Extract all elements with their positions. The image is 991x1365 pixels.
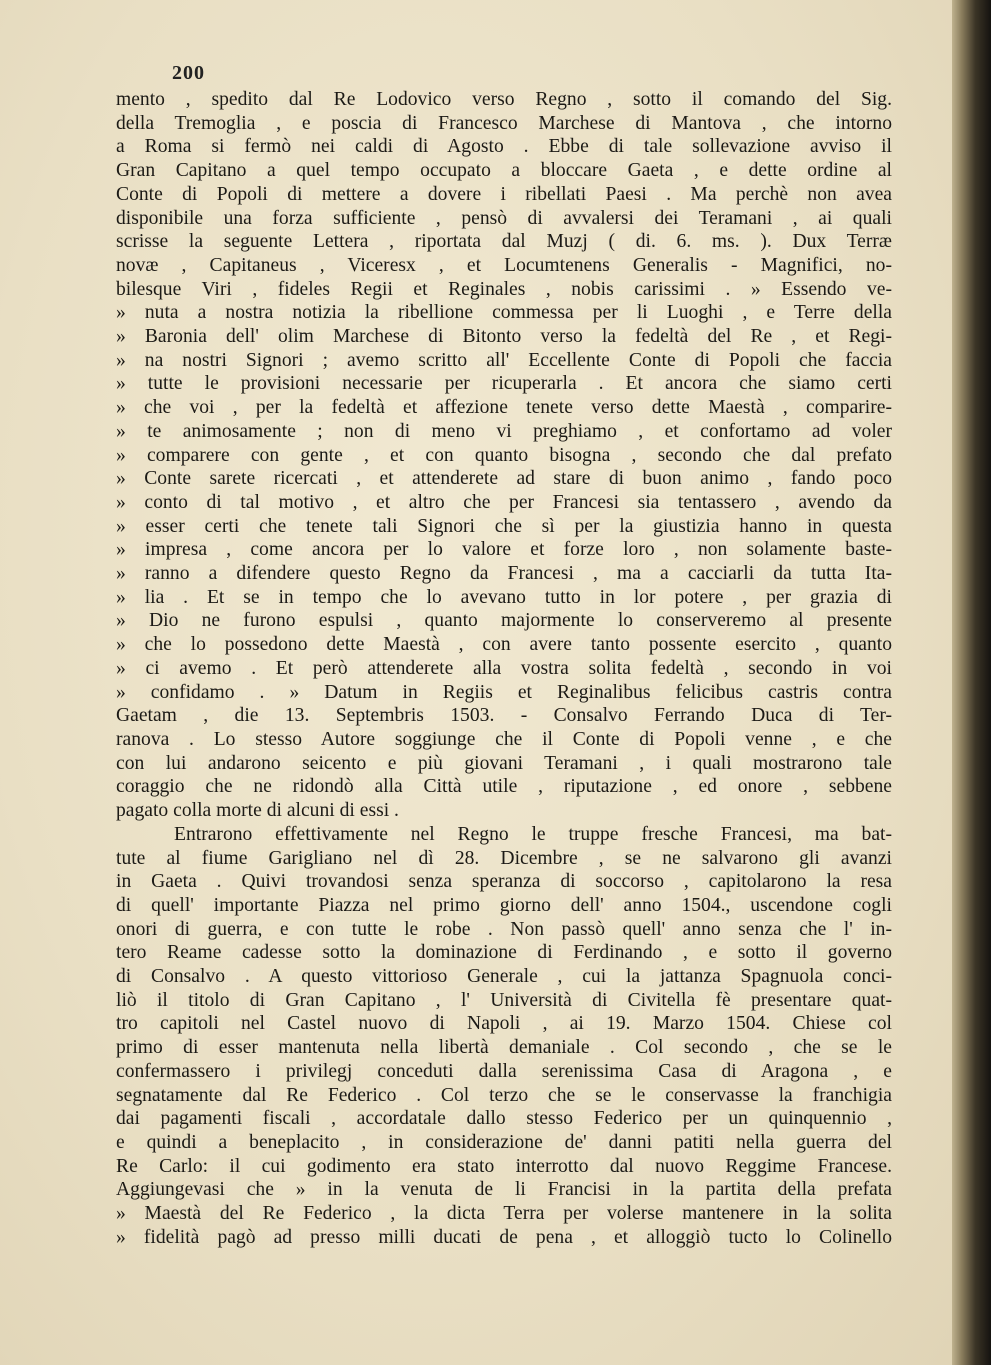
text-line: » conto di tal motivo , et altro che per Francesi sia tentassero , avendo da — [116, 491, 892, 513]
text-line: » ci avemo . Et però attenderete alla vostra solita fedeltà , secondo in voi — [116, 657, 892, 679]
text-line: liò il titolo di Gran Capitano , l' Università di Civitella fè presentare quat- — [116, 989, 892, 1011]
text-line: con lui andarono seicento e più giovani Teramani , i quali mostrarono tale — [116, 752, 892, 774]
text-line: Re Carlo: il cui godimento era stato interrotto dal nuovo Reggime Francese. — [116, 1155, 892, 1177]
text-line: novæ , Capitaneus , Viceresx , et Locumtenens Generalis - Magnifici, no- — [116, 254, 892, 276]
text-line: Gran Capitano a quel tempo occupato a bloccare Gaeta , e dette ordine al — [116, 160, 892, 182]
text-line: » lia . Et se in tempo che lo avevano tutto in lor potere , per grazia di — [116, 586, 892, 608]
text-line: di quell' importante Piazza nel primo giorno dell' anno 1504., uscendone cogli — [116, 894, 892, 916]
text-line: Gaetam , die 13. Septembris 1503. - Consalvo Ferrando Duca di Ter- — [116, 705, 892, 727]
text-line: primo di esser mantenuta nella libertà demaniale . Col secondo , che se le — [116, 1037, 892, 1059]
text-line: » nuta a nostra notizia la ribellione commessa per li Luoghi , e Terre della — [116, 302, 892, 324]
text-line: disponibile una forza sufficiente , pensò di avvalersi dei Teramani , ai quali — [116, 207, 892, 229]
text-line: della Tremoglia , e poscia di Francesco Marchese di Mantova , che intorno — [116, 112, 892, 134]
text-line: » Dio ne furono espulsi , quanto majormente lo conserveremo al presente — [116, 610, 892, 632]
text-line: » Baronia dell' olim Marchese di Bitonto verso la fedeltà del Re , et Regi- — [116, 326, 892, 348]
text-line: Entrarono effettivamente nel Regno le truppe fresche Francesi, ma bat- — [174, 823, 892, 845]
text-line: » Maestà del Re Federico , la dicta Terra per volerse mantenere in la solita — [116, 1203, 892, 1225]
text-line: bilesque Viri , fideles Regii et Reginales , nobis carissimi . » Essendo ve- — [116, 278, 892, 300]
text-line: dai pagamenti fiscali , accordatale dallo stesso Federico per un quinquennio , — [116, 1108, 892, 1130]
text-line: » che lo possedono dette Maestà , con avere tanto possente esercito , quanto — [116, 634, 892, 656]
page-text — [116, 88, 892, 1249]
text-line: Aggiungevasi che » in la venuta de li Francisi in la partita della prefata — [116, 1179, 892, 1201]
text-line: » confidamo . » Datum in Regiis et Reginalibus felicibus castris contra — [116, 681, 892, 703]
text-line: » te animosamente ; non di meno vi preghiamo , et confortamo ad voler — [116, 420, 892, 442]
text-line: scrisse la seguente Lettera , riportata dal Muzj ( di. 6. ms. ). Dux Terræ — [116, 231, 892, 253]
text-line: » comparere con gente , et con quanto bisogna , secondo che dal prefato — [116, 444, 892, 466]
text-line: in Gaeta . Quivi trovandosi senza speranza di soccorso , capitolarono la resa — [116, 871, 892, 893]
text-line: » che voi , per la fedeltà et affezione tenete verso dette Maestà , comparire- — [116, 397, 892, 419]
text-line: » na nostri Signori ; avemo scritto all' Eccellente Conte di Popoli che faccia — [116, 349, 892, 371]
text-line: tero Reame cadesse sotto la dominazione di Ferdinando , e sotto il governo — [116, 942, 892, 964]
text-line: » tutte le provisioni necessarie per ricuperarla . Et ancora che siamo certi — [116, 373, 892, 395]
text-line: pagato colla morte di alcuni di essi . — [116, 800, 399, 822]
text-line: tute al fiume Garigliano nel dì 28. Dicembre , se ne salvarono gli avanzi — [116, 847, 892, 869]
text-line: e quindi a beneplacito , in considerazione de' danni patiti nella guerra del — [116, 1131, 892, 1153]
text-line: » esser certi che tenete tali Signori che sì per la giustizia hanno in questa — [116, 515, 892, 537]
book-gutter — [952, 0, 991, 1365]
text-line: ranova . Lo stesso Autore soggiunge che il Conte di Popoli venne , e che — [116, 728, 892, 750]
text-line: confermassero i privilegj conceduti dalla serenissima Casa di Aragona , e — [116, 1060, 892, 1082]
text-line: Conte di Popoli di mettere a dovere i ribellati Paesi . Ma perchè non avea — [116, 183, 892, 205]
page-number: 200 — [172, 62, 205, 84]
text-line: » impresa , come ancora per lo valore et forze loro , non solamente baste- — [116, 539, 892, 561]
text-line: onori di guerra, e con tutte le robe . Non passò quell' anno senza che l' in- — [116, 918, 892, 940]
text-line: a Roma si fermò nei caldi di Agosto . Ebbe di tale sollevazione avviso il — [116, 136, 892, 158]
text-line: di Consalvo . A questo vittorioso Generale , cui la jattanza Spagnuola conci- — [116, 966, 892, 988]
text-line: tro capitoli nel Castel nuovo di Napoli , ai 19. Marzo 1504. Chiese col — [116, 1013, 892, 1035]
text-line: mento , spedito dal Re Lodovico verso Regno , sotto il comando del Sig. — [116, 89, 892, 110]
text-line: » fidelità pagò ad presso milli ducati de pena , et alloggiò tucto lo Colinello — [116, 1226, 892, 1248]
text-line: » Conte sarete ricercati , et attenderete ad stare di buon animo , fando poco — [116, 468, 892, 490]
text-line: segnatamente dal Re Federico . Col terzo che se le conservasse la franchigia — [116, 1084, 892, 1106]
text-line: » ranno a difendere questo Regno da Francesi , ma a cacciarli da tutta Ita- — [116, 563, 892, 585]
text-line: coraggio che ne ridondò alla Città utile , riputazione , ed onore , sebbene — [116, 776, 892, 798]
